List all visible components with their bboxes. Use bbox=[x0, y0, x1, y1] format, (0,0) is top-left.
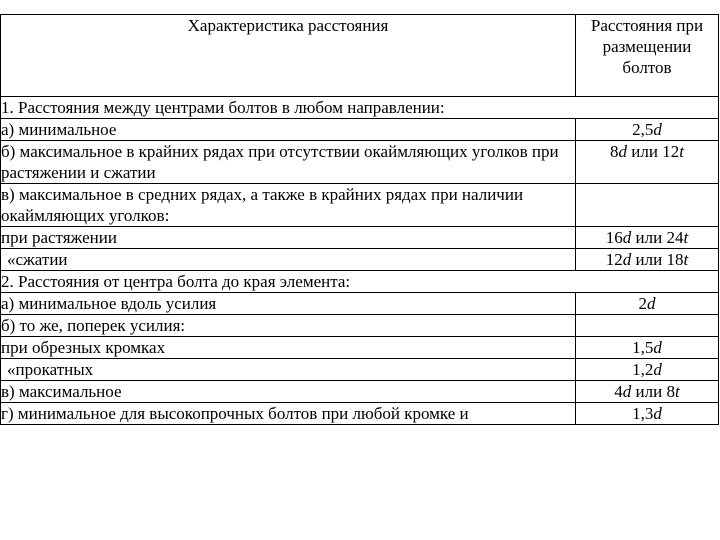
row-characteristic-text: 1. Расстояния между центрами болтов в любом направлении: bbox=[1, 98, 445, 117]
table-row bbox=[1, 315, 719, 337]
row-value bbox=[576, 337, 719, 359]
value-symbol: d bbox=[653, 338, 662, 357]
row-value bbox=[576, 359, 719, 381]
row-characteristic-text: при обрезных кромках bbox=[1, 338, 166, 357]
row-characteristic-text: «прокатных bbox=[7, 360, 94, 379]
row-characteristic-text: «сжатии bbox=[7, 250, 68, 269]
row-characteristic bbox=[1, 249, 576, 271]
value-number: 8 bbox=[610, 142, 619, 161]
value-number: или 8 bbox=[631, 382, 675, 401]
value-symbol: d bbox=[622, 382, 632, 401]
value-symbol: d bbox=[653, 360, 662, 379]
value-symbol: t bbox=[683, 228, 689, 247]
header-distances bbox=[576, 15, 719, 97]
row-characteristic-text: б) максимальное в крайних рядах при отсутствии окаймляющих уголков при растяжении и сжатии bbox=[1, 142, 559, 182]
value-symbol: d bbox=[653, 404, 662, 423]
row-characteristic-text: при растяжении bbox=[1, 228, 117, 247]
table-row bbox=[1, 141, 719, 184]
row-characteristic bbox=[1, 315, 576, 337]
value-number: 12 bbox=[605, 250, 623, 269]
value-number: 16 bbox=[605, 228, 623, 247]
row-value bbox=[576, 293, 719, 315]
row-characteristic-text: 2. Расстояния от центра болта до края элемента: bbox=[1, 272, 351, 291]
value-symbol: d bbox=[653, 120, 662, 139]
row-characteristic bbox=[1, 381, 576, 403]
table-row bbox=[1, 184, 719, 227]
header-characteristic bbox=[1, 15, 576, 97]
row-characteristic-text: б) то же, поперек усилия: bbox=[1, 316, 186, 335]
value-number: 2,5 bbox=[632, 120, 654, 139]
table-row bbox=[1, 337, 719, 359]
bolt-distance-table bbox=[0, 14, 719, 425]
row-characteristic-text: а) минимальное bbox=[1, 120, 117, 139]
row-characteristic-text: в) максимальное в средних рядах, а также в крайних рядах при наличии окаймляющих уголков: bbox=[1, 185, 524, 225]
table-row bbox=[1, 381, 719, 403]
value-number: 1,5 bbox=[632, 338, 654, 357]
header-distances-line3: болтов bbox=[622, 58, 672, 77]
value-number: 2 bbox=[638, 294, 647, 313]
row-characteristic bbox=[1, 184, 576, 227]
row-characteristic-text: а) минимальное вдоль усилия bbox=[1, 294, 217, 313]
value-number: 4 bbox=[614, 382, 623, 401]
value-number: или 24 bbox=[631, 228, 684, 247]
header-distances-line1: Расстояния при bbox=[590, 16, 704, 35]
table-row bbox=[1, 227, 719, 249]
table-row bbox=[1, 119, 719, 141]
table-row bbox=[1, 97, 719, 119]
row-characteristic bbox=[1, 227, 576, 249]
table-row bbox=[1, 359, 719, 381]
row-characteristic bbox=[1, 97, 719, 119]
row-characteristic bbox=[1, 293, 576, 315]
value-number: 1,3 bbox=[632, 404, 654, 423]
value-number: 1,2 bbox=[632, 360, 654, 379]
row-characteristic-text: в) максимальное bbox=[1, 382, 122, 401]
row-characteristic bbox=[1, 141, 576, 184]
row-value bbox=[576, 141, 719, 184]
row-value bbox=[576, 403, 719, 425]
table-row bbox=[1, 293, 719, 315]
row-value bbox=[576, 249, 719, 271]
table-header-row bbox=[1, 15, 719, 97]
row-characteristic-text: г) минимальное для высокопрочных болтов при любой кромке и bbox=[1, 404, 469, 423]
value-symbol: d bbox=[647, 294, 656, 313]
value-symbol: d bbox=[622, 228, 632, 247]
row-value bbox=[576, 119, 719, 141]
row-characteristic bbox=[1, 359, 576, 381]
row-characteristic bbox=[1, 119, 576, 141]
table-row bbox=[1, 271, 719, 293]
row-value bbox=[576, 381, 719, 403]
value-number: или 12 bbox=[627, 142, 680, 161]
value-symbol: t bbox=[683, 250, 689, 269]
value-symbol: d bbox=[618, 142, 628, 161]
value-symbol: t bbox=[679, 142, 684, 161]
row-value bbox=[576, 184, 719, 227]
row-value bbox=[576, 227, 719, 249]
value-symbol: d bbox=[622, 250, 632, 269]
row-characteristic bbox=[1, 271, 719, 293]
header-distances-line2: размещении bbox=[602, 37, 692, 56]
header-characteristic-text: Характеристика расстояния bbox=[187, 16, 389, 35]
table-row bbox=[1, 403, 719, 425]
table-row bbox=[1, 249, 719, 271]
row-characteristic bbox=[1, 403, 576, 425]
row-value bbox=[576, 315, 719, 337]
value-number: или 18 bbox=[631, 250, 684, 269]
row-characteristic bbox=[1, 337, 576, 359]
value-symbol: t bbox=[674, 382, 680, 401]
